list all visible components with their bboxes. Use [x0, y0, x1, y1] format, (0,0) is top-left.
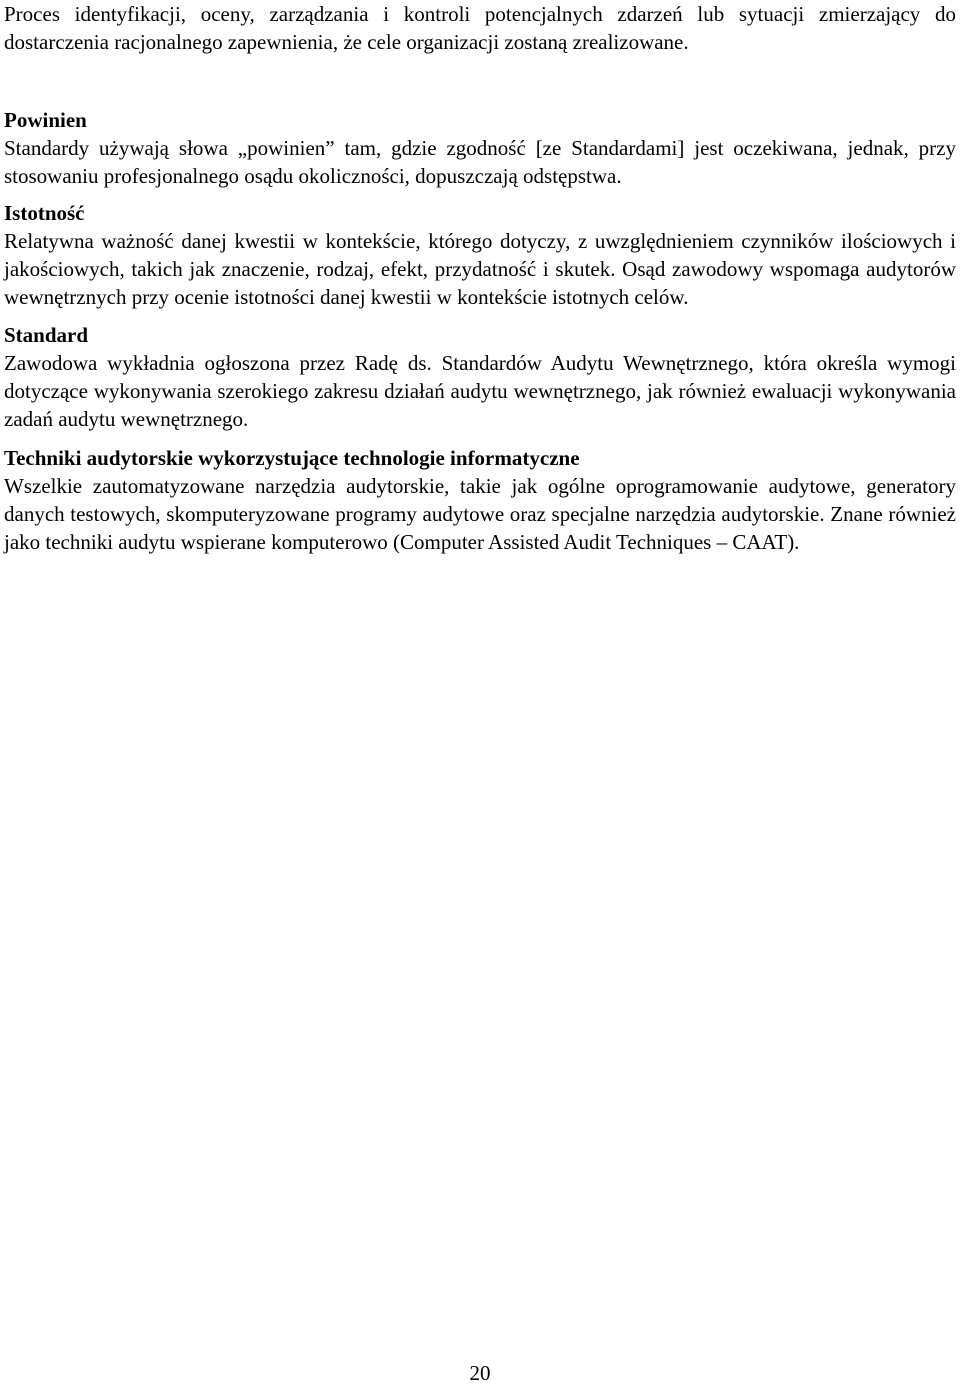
- glossary-definition: Relatywna ważność danej kwestii w kontekście, którego dotyczy, z uwzględnieniem czynników ilościowych i jakościowych, takich jak znaczenie, rodzaj, efekt, przydatność i skutek. Osąd zawodowy wspomaga audytorów wewnętrznych przy ocenie istotności danej kwestii w kontekście istotnych celów.: [4, 229, 956, 309]
- glossary-definition: Zawodowa wykładnia ogłoszona przez Radę ds. Standardów Audytu Wewnętrznego, która określa wymogi dotyczące wykonywania szerokiego zakresu działań audytu wewnętrznego, jak również ewaluacji wykonywania zadań audytu wewnętrznego.: [4, 351, 956, 431]
- glossary-definition: Wszelkie zautomatyzowane narzędzia audytorskie, takie jak ogólne oprogramowanie audytowe, generatory danych testowych, skomputeryzowane programy audytowe oraz specjalne narzędzia audytorskie. Znane również jako techniki audytu wspierane komputerowo (Computer Assisted Audit Techniques – CAAT).: [4, 474, 956, 554]
- glossary-term: Standard: [4, 323, 89, 347]
- glossary-term: Powinien: [4, 108, 87, 132]
- glossary-entry-istotnosc: [4, 199, 956, 311]
- document-page: [4, 0, 956, 556]
- intro-paragraph: Proces identyfikacji, oceny, zarządzania i kontroli potencjalnych zdarzeń lub sytuacji zmierzający do dostarczenia racjonalnego zapewnienia, że cele organizacji zostaną zrealizowane.: [4, 2, 956, 54]
- glossary-term: Techniki audytorskie wykorzystujące technologie informatyczne: [4, 446, 580, 470]
- glossary-term: Istotność: [4, 201, 85, 225]
- glossary-entry-techniki: [4, 444, 956, 556]
- glossary-entry-powinien: [4, 106, 956, 190]
- page-number: 20: [469, 1361, 491, 1385]
- glossary-definition: Standardy używają słowa „powinien” tam, gdzie zgodność [ze Standardami] jest oczekiwana, jednak, przy stosowaniu profesjonalnego osądu okoliczności, dopuszczają odstępstwa.: [4, 136, 956, 188]
- glossary-entry-standard: [4, 321, 956, 433]
